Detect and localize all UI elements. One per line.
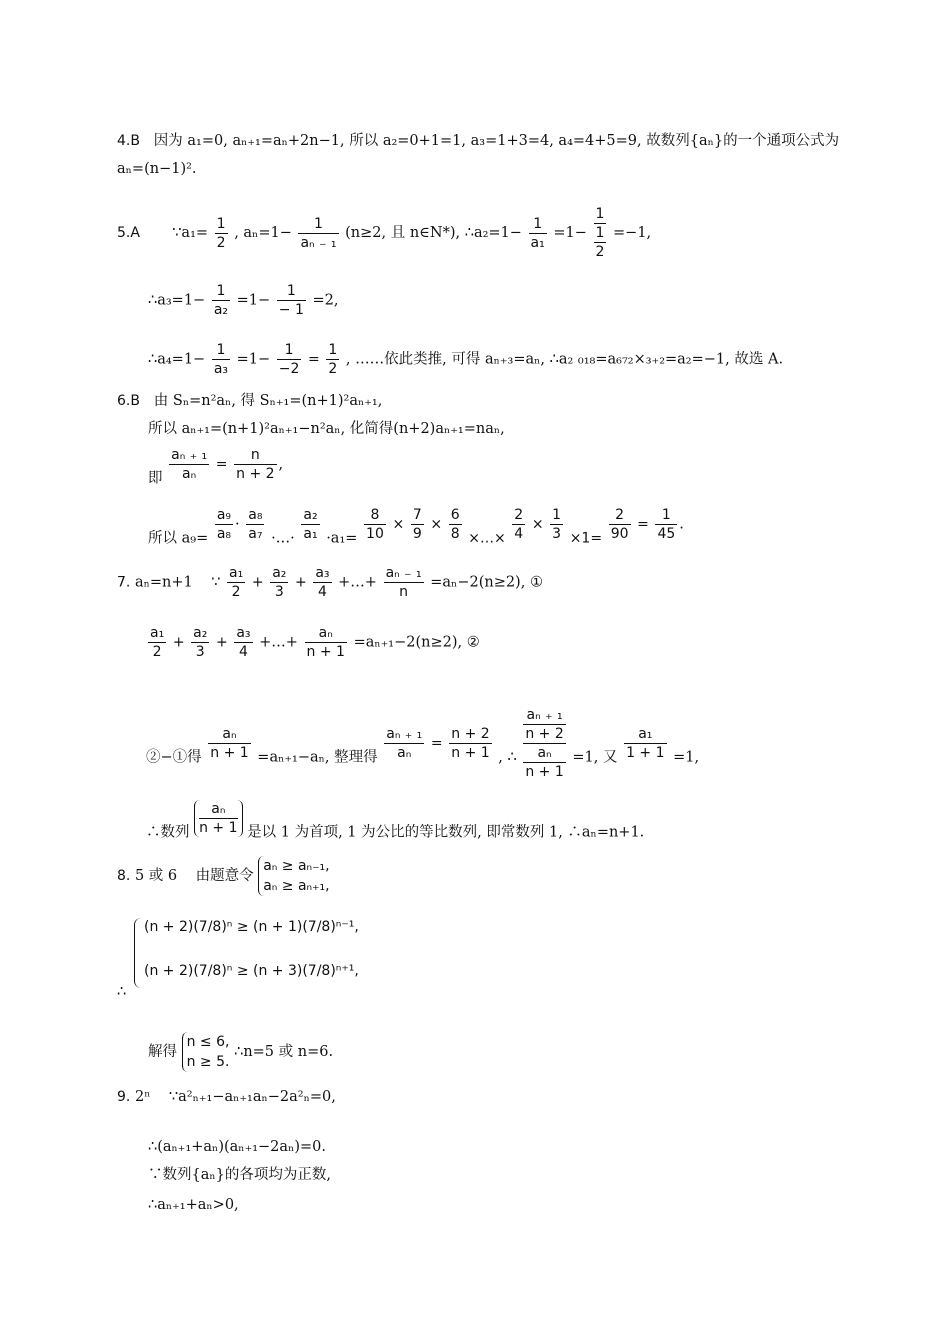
- q6-text-3a: 即: [148, 470, 163, 487]
- q6-line-1: [117, 392, 382, 410]
- q7-text-2b: =aₙ₊₁−2(n≥2), ②: [353, 634, 480, 651]
- q5-text-1a: ∵a₁=: [172, 225, 209, 241]
- fraction-a2-over-a1: $\frac{\text{a₂}}{\text{a₁}}$: [303, 507, 318, 542]
- q4-line-1: [117, 132, 839, 150]
- q9-line-2: ∴(aₙ₊₁+aₙ)(aₙ₊₁−2aₙ)=0.: [148, 1139, 326, 1155]
- plus-sign: +: [295, 574, 307, 591]
- plus-sign: +: [172, 634, 185, 651]
- q9-line-1: [117, 1088, 336, 1106]
- sequence-braces: $\frac{\text{aₙ}}{n + 1}$: [194, 800, 242, 837]
- q8-text-1b: 由题意令: [195, 868, 254, 884]
- fraction-a1-over-2: $\frac{\text{a₁}}{2}$: [229, 565, 244, 600]
- q5-text-3a: ∴a₄=1−: [148, 351, 206, 368]
- system-of-inequalities-1: aₙ ≥ aₙ₋₁, aₙ ≥ aₙ₊₁,: [258, 856, 329, 896]
- q8-text-3a: 解得: [148, 1044, 177, 1060]
- q5-text-3c: , ……依此类推, 可得 aₙ₊₃=aₙ, ∴a₂ ₀₁₈=a₆₇₂×₃₊₂=a₂=−1, 故选 A.: [345, 351, 784, 368]
- q5-line-2: [148, 282, 338, 319]
- q7-text-1d: =aₙ−2(n≥2), ①: [430, 574, 543, 591]
- q9-answer: 2ⁿ: [134, 1089, 151, 1105]
- fraction-a3-over-4: $\frac{\text{a₃}}{4}$: [236, 625, 251, 660]
- q5-text-1c: (n≥2, 且 n∈N*), ∴a₂=1−: [345, 225, 522, 241]
- q5-text-1e: =−1,: [613, 225, 652, 241]
- q7-text-4b: 是以 1 为首项, 1 为公比的等比数列, 即常数列 1, ∴aₙ=n+1.: [247, 824, 645, 841]
- q6-line-2: [148, 420, 505, 438]
- fraction-n-over-n-plus-2: $\frac{n}{n + 2}$: [236, 447, 275, 482]
- q6-line-3: 即 $\frac{\text{aₙ ₊ ₁}}{\text{aₙ}}$ = $\frac{n}{n + 2}$ ,: [148, 447, 284, 487]
- fraction-one-half: $\frac{1}{2}$: [216, 215, 226, 251]
- q5-text-1b: , aₙ=1−: [234, 225, 292, 241]
- q8-system-2-row-2: (n + 2)(7/8)ⁿ ≥ (n + 3)(7/8)ⁿ⁺¹,: [144, 963, 359, 979]
- q8-line-3: [148, 1032, 333, 1072]
- q7-text-3a: ②−①得: [146, 749, 202, 766]
- fraction-one-over-a-n-minus-1: $\frac{1}{\text{aₙ ₋ ₁}}$: [300, 215, 337, 251]
- period: .: [679, 516, 684, 533]
- q7-line-2: [146, 624, 480, 661]
- fraction-a-n-minus-1-over-n: $\frac{\text{aₙ ₋ ₁}}{n}$: [385, 565, 422, 600]
- q7-line-3: [146, 706, 699, 781]
- q5-line-1: [117, 205, 651, 261]
- q5-text-1d: =1−: [553, 225, 587, 241]
- fraction-8-over-10: $\frac{8}{10}$: [366, 507, 384, 542]
- system-brace-2: [134, 918, 141, 988]
- q9-line-4: ∴aₙ₊₁+aₙ>0,: [148, 1197, 239, 1213]
- q5-line-3: [148, 341, 783, 378]
- q4-text-2: aₙ=(n−1)².: [117, 161, 197, 177]
- fraction-one-over-a3: $\frac{1}{\text{a₃}}$: [213, 342, 229, 377]
- fraction-an-over-n-plus-1: $\frac{\text{aₙ}}{n + 1}$: [210, 726, 249, 761]
- q8-therefore: ∴: [117, 984, 127, 1000]
- q6-text-4b: ·…·: [271, 530, 295, 547]
- q8-answer: 5 或 6: [134, 868, 178, 884]
- fraction-an1-over-an: $\frac{\text{aₙ ₊ ₁}}{\text{aₙ}}$: [171, 447, 208, 482]
- fraction-one-over-half: 1 1 2: [595, 206, 605, 260]
- q7-answer: aₙ=n+1: [134, 574, 193, 591]
- q5-text-3b: =1−: [236, 351, 271, 368]
- q8-line-1: [117, 856, 330, 896]
- fraction-one-over-a1: $\frac{1}{\text{a₁}}$: [530, 215, 545, 251]
- equals-sign: =: [637, 516, 649, 533]
- fraction-2-over-90: $\frac{2}{90}$: [610, 507, 629, 542]
- q7-answer-label: 7.: [117, 574, 131, 591]
- q6-text-2: 所以 aₙ₊₁=(n+1)²aₙ₊₁−n²aₙ, 化简得(n+2)aₙ₊₁=naₙ,: [148, 421, 505, 437]
- fraction-one-over-neg2: $\frac{1}{-2}$: [278, 342, 300, 377]
- q6-text-4c: ·a₁=: [326, 530, 358, 547]
- times-sign: ×: [392, 516, 405, 533]
- fraction-7-over-9: $\frac{7}{9}$: [412, 507, 422, 542]
- q4-text: 因为 a₁=0, aₙ₊₁=aₙ+2n−1, 所以 a₂=0+1=1, a₃=1+3=4, a₄=4+5=9, 故数列{aₙ}的一个通项公式为: [153, 133, 840, 149]
- fraction-half-result: $\frac{1}{2}$: [328, 342, 338, 377]
- q9-line-3: ∵数列{aₙ}的各项均为正数,: [148, 1167, 331, 1183]
- q7-text-3e: =1,: [673, 749, 700, 766]
- fraction-a2-over-3: $\frac{\text{a₂}}{3}$: [193, 625, 208, 660]
- plus-sign: +: [215, 634, 228, 651]
- q7-because: ∵: [211, 574, 221, 591]
- fraction-an1-over-an: $\frac{\text{aₙ ₊ ₁}}{\text{aₙ}}$: [386, 726, 423, 761]
- fraction-one-over-a2: $\frac{1}{\text{a₂}}$: [213, 283, 229, 318]
- fraction-an-over-n-plus-1: $\frac{\text{aₙ}}{n + 1}$: [306, 625, 345, 660]
- fraction-6-over-8: $\frac{6}{8}$: [450, 507, 460, 542]
- q4-answer-label: 4.B: [117, 133, 140, 149]
- fraction-a3-over-4: $\frac{\text{a₃}}{4}$: [315, 565, 330, 600]
- q9-answer-label: 9.: [117, 1089, 131, 1105]
- q9-text-1b: ∵a²ₙ₊₁−aₙ₊₁aₙ−2a²ₙ=0,: [168, 1089, 336, 1105]
- q7-text-3c: , ∴: [498, 749, 517, 766]
- q5-text-2a: ∴a₃=1−: [148, 292, 206, 309]
- q6-text-1: 由 Sₙ=n²aₙ, 得 Sₙ₊₁=(n+1)²aₙ₊₁,: [153, 393, 383, 409]
- q6-line-4: 所以 a₉= $\frac{\text{a₉}}{\text{a₈}}$ · $\frac{\text{a₈}}{\text{a₇}}$ ·…· $\frac{\text{a₂}}{\text{a₁}}$ ·a₁= $\frac{8}{10}$ × $\frac{7}{9}$ × $\frac{6}{8}$ ×…× $\frac{2}{4}$ × $\frac{1}{3}$ ×1= $\frac{2}{90}$ = $\frac{1}{45}$ .: [148, 507, 684, 547]
- q7-text-3b: =aₙ₊₁−aₙ, 整理得: [257, 749, 378, 766]
- q7-text-2a: +…+: [259, 634, 298, 651]
- q5-answer-label: 5.A: [117, 225, 140, 241]
- q4-line-2: [117, 160, 197, 178]
- times-one: ×1=: [569, 530, 603, 547]
- fraction-2-over-4: $\frac{2}{4}$: [514, 507, 524, 542]
- fraction-one-over-neg1: $\frac{1}{- 1}$: [278, 283, 304, 318]
- q7-line-1: [117, 564, 543, 601]
- system-of-inequalities-3: n ≤ 6, n ≥ 5.: [182, 1032, 230, 1072]
- q7-text-4a: ∴数列: [146, 824, 190, 841]
- q7-text-1c: +…+: [338, 574, 377, 591]
- compound-fraction-ratio: aₙ ₊ ₁ n + 2 aₙ n + 1: [525, 707, 564, 780]
- fraction-n-plus-2-over-n-plus-1: $\frac{n + 2}{n + 1}$: [451, 726, 490, 761]
- q7-text-3d: =1, 又: [572, 749, 618, 766]
- times-sign: ×: [430, 516, 443, 533]
- q8-text-3b: ∴n=5 或 n=6.: [234, 1044, 334, 1060]
- q6-text-4a: 所以 a₉=: [148, 530, 209, 547]
- q7-line-4: [146, 800, 644, 842]
- fraction-a2-over-3: $\frac{\text{a₂}}{3}$: [272, 565, 287, 600]
- q5-text-2c: =2,: [312, 292, 339, 309]
- times-ellipsis: ×…×: [468, 530, 506, 547]
- plus-sign: +: [251, 574, 264, 591]
- q8-answer-label: 8.: [117, 868, 131, 884]
- fraction-1-over-3: $\frac{1}{3}$: [552, 507, 562, 542]
- fraction-a1-over-1-plus-1: $\frac{\text{a₁}}{1 + 1}$: [626, 726, 665, 761]
- equals-sign: =: [430, 735, 443, 752]
- times-sign: ×: [531, 516, 544, 533]
- equals-sign: =: [308, 351, 320, 368]
- q6-answer-label: 6.B: [117, 393, 140, 409]
- q5-text-2b: =1−: [236, 292, 271, 309]
- fraction-1-over-45: $\frac{1}{45}$: [657, 507, 676, 542]
- q8-system-2-row-1: (n + 2)(7/8)ⁿ ≥ (n + 1)(7/8)ⁿ⁻¹,: [144, 919, 359, 935]
- fraction-a1-over-2: $\frac{\text{a₁}}{2}$: [150, 625, 165, 660]
- fraction-a8-over-a7: $\frac{\text{a₈}}{\text{a₇}}$: [248, 507, 263, 542]
- equals-sign: =: [215, 456, 228, 473]
- fraction-a9-over-a8: $\frac{\text{a₉}}{\text{a₈}}$: [216, 507, 232, 542]
